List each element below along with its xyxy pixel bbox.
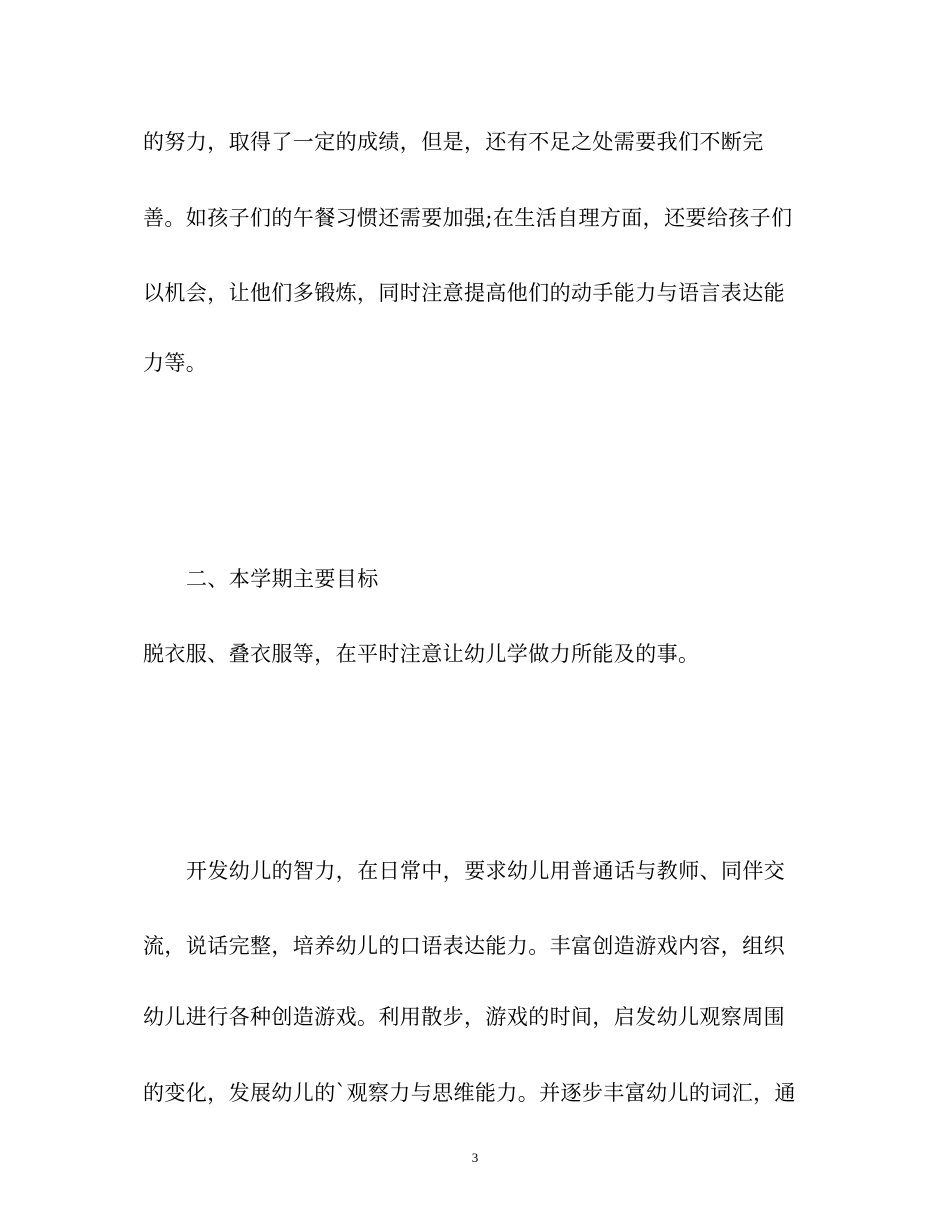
paragraph-2-line-1: 脱衣服、叠衣服等，在平时注意让幼儿学做力所能及的事。 xyxy=(143,642,700,666)
paragraph-1-line-4: 力等。 xyxy=(143,351,208,375)
paragraph-3-line-2: 流，说话完整，培养幼儿的口语表达能力。丰富创造游戏内容，组织 xyxy=(143,934,785,958)
paragraph-3-line-4: 的变化，发展幼儿的`观察力与思维能力。并逐步丰富幼儿的词汇，通 xyxy=(143,1081,796,1105)
paragraph-1-line-2: 善。如孩子们的午餐习惯还需要加强;在生活自理方面，还要给孩子们 xyxy=(143,206,793,230)
paragraph-1-line-3: 以机会，让他们多锻炼，同时注意提高他们的动手能力与语言表达能 xyxy=(143,281,785,305)
paragraph-3-line-1: 开发幼儿的智力，在日常中，要求幼儿用普通话与教师、同伴交 xyxy=(186,859,786,883)
section-heading: 二、本学期主要目标 xyxy=(186,567,379,591)
paragraph-3-line-3: 幼儿进行各种创造游戏。利用散步，游戏的时间，启发幼儿观察周围 xyxy=(143,1005,785,1029)
page-number: 3 xyxy=(471,1150,479,1165)
paragraph-1-line-1: 的努力，取得了一定的成绩，但是，还有不足之处需要我们不断完 xyxy=(143,130,764,154)
